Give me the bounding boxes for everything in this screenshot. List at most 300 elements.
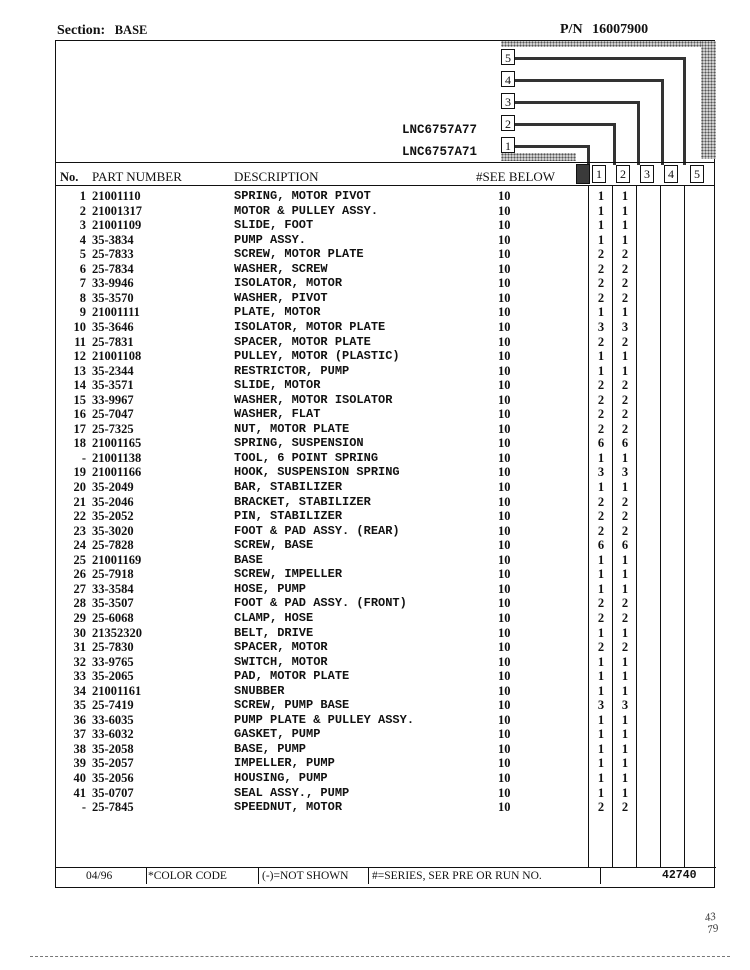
row-qty-col-1: 2 [597,494,605,509]
row-qty-col-1: 1 [597,771,605,785]
row-description: BAR, STABILIZER [234,480,343,494]
col-header-no: No. [60,170,79,184]
row-qty-col-1: 2 [597,392,605,407]
row-see-below: 10 [498,567,511,582]
row-qty-col-1: 2 [597,523,605,538]
row-part-number: 25-7845 [92,800,134,815]
row-see-below: 10 [498,305,511,320]
table-row [56,320,716,335]
row-part-number: 21001138 [92,450,142,465]
stair-line-3 [515,101,639,104]
row-qty-col-1: 1 [597,669,605,684]
row-qty-col-2: 2 [621,392,629,407]
row-qty-col-1: 1 [597,218,605,233]
row-qty-col-2: 1 [621,552,629,567]
table-row [56,567,716,582]
row-number: 23 [73,523,86,538]
row-number: 17 [73,421,86,436]
row-number: 39 [73,756,86,771]
row-qty-col-2: 2 [621,261,629,276]
table-row [56,771,716,786]
table-row [56,713,716,728]
row-see-below: 10 [498,669,511,684]
row-see-below: 10 [498,494,511,509]
row-qty-col-2: 2 [621,421,629,436]
row-see-below: 10 [498,785,511,800]
row-number: - [81,800,86,815]
table-row [56,422,716,437]
row-part-number: 21001165 [92,436,142,451]
footer-date: 04/96 [86,870,113,882]
row-number: 11 [74,334,86,349]
row-description: PULLEY, MOTOR (PLASTIC) [234,349,400,364]
table-row [56,247,716,262]
row-description: WASHER, FLAT [234,407,321,422]
row-part-number: 25-7918 [92,567,134,582]
col-header-part-number: PART NUMBER [92,169,182,184]
row-description: WASHER, PIVOT [234,290,328,305]
row-see-below: 10 [498,654,511,669]
row-qty-col-1: 1 [597,785,605,800]
row-see-below: 10 [498,290,511,305]
row-qty-col-2: 1 [621,756,629,771]
row-description: BASE [234,552,263,567]
row-qty-col-1: 2 [597,378,605,393]
row-number: 35 [73,698,86,713]
table-row [56,626,716,641]
footer-number: 42740 [662,869,697,882]
row-description: HOSE, PUMP [234,581,307,596]
row-qty-col-1: 2 [597,610,605,625]
row-number: 8 [79,290,86,305]
handwritten-note: 43 79 [703,910,720,937]
row-number: 24 [73,538,86,553]
row-description: SCREW, BASE [234,538,314,553]
row-part-number: 35-3507 [92,596,134,611]
table-row [56,756,716,771]
row-description: SPEEDNUT, MOTOR [234,800,343,815]
table-row [56,233,716,248]
row-part-number: 35-2065 [92,669,134,684]
table-row [56,524,716,539]
row-qty-col-2: 1 [621,189,629,203]
stair-drop-5 [683,57,686,165]
row-description: SCREW, MOTOR PLATE [234,247,364,262]
table-row [56,698,716,713]
row-description: SPRING, MOTOR PIVOT [234,189,371,203]
row-number: 27 [73,581,86,596]
table-row [56,727,716,742]
row-part-number: 21001108 [92,349,142,364]
row-number: 36 [73,712,86,727]
row-part-number: 35-0707 [92,785,134,800]
row-qty-col-2: 1 [621,567,629,582]
row-see-below: 10 [498,552,511,567]
row-qty-col-2: 1 [621,741,629,756]
row-qty-col-1: 1 [597,756,605,771]
row-part-number: 35-3834 [92,232,134,247]
row-qty-col-2: 6 [621,538,629,553]
table-row [56,480,716,495]
row-qty-col-1: 1 [597,203,605,218]
row-number: 14 [73,378,86,393]
row-qty-col-2: 1 [621,625,629,640]
row-part-number: 35-3646 [92,319,134,334]
col-box-2: 2 [616,165,630,183]
row-number: 41 [73,785,86,800]
table-row [56,218,716,233]
table-row [56,596,716,611]
row-part-number: 33-3584 [92,581,134,596]
row-description: BELT, DRIVE [234,625,314,640]
row-number: 12 [73,349,86,364]
stair-drop-2 [613,123,616,165]
table-row [56,276,716,291]
table-row [56,640,716,655]
row-number: 3 [79,218,86,233]
row-see-below: 10 [498,581,511,596]
row-number: 20 [73,480,86,494]
row-number: 16 [73,407,86,422]
row-qty-col-2: 1 [621,654,629,669]
row-qty-col-2: 1 [621,203,629,218]
row-qty-col-1: 2 [597,261,605,276]
row-see-below: 10 [498,640,511,655]
row-qty-col-1: 1 [597,480,605,494]
row-qty-col-1: 1 [597,363,605,378]
model-name-a71: LNC6757A71 [402,145,478,159]
table-row [56,393,716,408]
row-description: ISOLATOR, MOTOR PLATE [234,319,386,334]
row-description: GASKET, PUMP [234,727,321,742]
table-row [56,538,716,553]
row-part-number: 35-2046 [92,494,134,509]
row-qty-col-1: 1 [597,305,605,320]
row-part-number: 35-2052 [92,509,134,524]
row-qty-col-1: 1 [597,727,605,742]
stair-drop-3 [637,101,640,165]
row-qty-col-1: 2 [597,596,605,611]
row-part-number: 35-2058 [92,741,134,756]
row-part-number: 25-7834 [92,261,134,276]
row-qty-col-1: 1 [597,741,605,756]
row-see-below: 10 [498,771,511,785]
row-number: 9 [79,305,86,320]
pn-value: 16007900 [592,22,649,37]
row-part-number: 33-9765 [92,654,134,669]
row-description: NUT, MOTOR PLATE [234,421,350,436]
col-header-see-below: #SEE BELOW [476,169,556,184]
stair-line-4 [515,79,663,82]
row-number: 28 [73,596,86,611]
row-part-number: 35-2057 [92,756,134,771]
row-qty-col-2: 2 [621,610,629,625]
row-description: SLIDE, FOOT [234,218,314,233]
row-description: MOTOR & PULLEY ASSY. [234,203,379,218]
row-part-number: 35-2049 [92,480,134,494]
row-see-below: 10 [498,610,511,625]
col-box-dark [576,164,590,184]
row-see-below: 10 [498,218,511,233]
row-qty-col-2: 1 [621,305,629,320]
row-description: BRACKET, STABILIZER [234,494,371,509]
row-description: FOOT & PAD ASSY. (FRONT) [234,596,407,611]
row-qty-col-1: 1 [597,712,605,727]
row-qty-col-2: 1 [621,232,629,247]
footer-sep-1 [146,868,147,884]
row-part-number: 21001161 [92,683,142,698]
table-row [56,742,716,757]
scan-edge-line [30,956,730,957]
row-number: 25 [73,552,86,567]
row-see-below: 10 [498,436,511,451]
row-part-number: 33-6032 [92,727,134,742]
row-see-below: 10 [498,349,511,364]
row-description: SLIDE, MOTOR [234,378,321,393]
row-description: CLAMP, HOSE [234,610,314,625]
row-part-number: 33-6035 [92,712,134,727]
row-description: SCREW, PUMP BASE [234,698,350,713]
row-qty-col-1: 1 [597,625,605,640]
row-see-below: 10 [498,232,511,247]
col-box-5: 5 [690,165,704,183]
row-description: PAD, MOTOR PLATE [234,669,350,684]
table-row [56,451,716,466]
row-qty-col-1: 2 [597,800,605,815]
section-label: Section: [57,23,106,38]
row-part-number: 21001111 [92,305,140,320]
row-number: 1 [79,189,86,203]
row-part-number: 21001110 [92,189,141,203]
row-see-below: 10 [498,189,511,203]
row-see-below: 10 [498,319,511,334]
row-part-number: 35-2056 [92,771,134,785]
row-see-below: 10 [498,480,511,494]
row-part-number: 35-3570 [92,290,134,305]
table-row [56,669,716,684]
row-part-number: 21001166 [92,465,142,480]
row-number: - [81,450,86,465]
row-see-below: 10 [498,392,511,407]
row-number: 34 [73,683,86,698]
pn-label: P/N [560,22,583,37]
row-qty-col-2: 2 [621,407,629,422]
row-qty-col-1: 2 [597,334,605,349]
stair-line-2 [515,123,615,126]
row-number: 6 [79,261,86,276]
row-see-below: 10 [498,247,511,262]
row-see-below: 10 [498,203,511,218]
row-part-number: 21352320 [92,625,142,640]
row-qty-col-2: 1 [621,669,629,684]
row-see-below: 10 [498,407,511,422]
row-qty-col-2: 2 [621,596,629,611]
row-number: 2 [79,203,86,218]
footer-not-shown: (-)=NOT SHOWN [262,870,349,882]
row-qty-col-2: 1 [621,349,629,364]
row-description: SPACER, MOTOR PLATE [234,334,371,349]
row-see-below: 10 [498,625,511,640]
table-row [56,611,716,626]
row-see-below: 10 [498,523,511,538]
row-see-below: 10 [498,276,511,291]
row-part-number: 25-7830 [92,640,134,655]
row-number: 29 [73,610,86,625]
parts-sheet [55,40,715,888]
footer-sep-2 [258,868,259,884]
matrix-box-4: 4 [501,71,515,87]
table-row [56,509,716,524]
row-qty-col-2: 1 [621,712,629,727]
row-qty-col-2: 2 [621,800,629,815]
table-row [56,553,716,568]
table-row [56,684,716,699]
matrix-box-3: 3 [501,93,515,109]
table-row [56,349,716,364]
row-number: 40 [73,771,86,785]
footer-bar [56,867,716,884]
row-qty-col-1: 3 [597,698,605,713]
matrix-box-1: 1 [501,137,515,153]
row-number: 31 [73,640,86,655]
row-see-below: 10 [498,596,511,611]
row-number: 26 [73,567,86,582]
matrix-right-shade [701,41,716,159]
row-qty-col-1: 1 [597,552,605,567]
row-number: 38 [73,741,86,756]
row-see-below: 10 [498,683,511,698]
row-description: SWITCH, MOTOR [234,654,328,669]
stair-line-1 [515,145,589,148]
row-qty-col-2: 6 [621,436,629,451]
row-description: TOOL, 6 POINT SPRING [234,450,379,465]
row-qty-col-1: 2 [597,290,605,305]
row-description: SNUBBER [234,683,285,698]
part-number-header [560,22,648,38]
row-qty-col-1: 1 [597,450,605,465]
row-see-below: 10 [498,509,511,524]
row-number: 15 [73,392,86,407]
table-row [56,204,716,219]
row-number: 32 [73,654,86,669]
row-see-below: 10 [498,538,511,553]
row-qty-col-1: 1 [597,349,605,364]
table-row [56,378,716,393]
stair-drop-4 [661,79,664,165]
row-qty-col-1: 1 [597,654,605,669]
row-qty-col-2: 3 [621,319,629,334]
footer-sep-4 [600,868,601,884]
table-row [56,335,716,350]
row-see-below: 10 [498,363,511,378]
row-description: PUMP PLATE & PULLEY ASSY. [234,712,415,727]
table-row [56,189,716,204]
row-see-below: 10 [498,756,511,771]
row-qty-col-1: 1 [597,683,605,698]
row-part-number: 25-7419 [92,698,134,713]
row-qty-col-1: 2 [597,421,605,436]
row-description: SCREW, IMPELLER [234,567,343,582]
row-qty-col-2: 2 [621,509,629,524]
table-row [56,436,716,451]
row-part-number: 33-9967 [92,392,134,407]
table-row [56,262,716,277]
row-qty-col-2: 1 [621,727,629,742]
row-see-below: 10 [498,334,511,349]
row-description: RESTRICTOR, PUMP [234,363,350,378]
row-see-below: 10 [498,727,511,742]
row-description: WASHER, SCREW [234,261,328,276]
row-part-number: 25-7831 [92,334,134,349]
row-qty-col-2: 2 [621,247,629,262]
table-row [56,786,716,801]
table-row [56,655,716,670]
row-see-below: 10 [498,800,511,815]
row-description: BASE, PUMP [234,741,307,756]
row-qty-col-2: 2 [621,334,629,349]
table-row [56,305,716,320]
row-number: 13 [73,363,86,378]
matrix-top-shade [501,41,716,47]
row-see-below: 10 [498,450,511,465]
row-qty-col-1: 2 [597,407,605,422]
row-qty-col-2: 3 [621,465,629,480]
row-description: PUMP ASSY. [234,232,307,247]
row-description: SPACER, MOTOR [234,640,328,655]
row-number: 10 [73,319,86,334]
section-value: BASE [114,23,148,37]
row-qty-col-2: 1 [621,450,629,465]
row-description: FOOT & PAD ASSY. (REAR) [234,523,400,538]
matrix-bottom-shade [501,153,576,161]
footer-series: #=SERIES, SER PRE OR RUN NO. [372,870,542,882]
row-description: PIN, STABILIZER [234,509,343,524]
row-description: HOOK, SUSPENSION SPRING [234,465,400,480]
row-qty-col-2: 1 [621,363,629,378]
table-row [56,800,716,815]
row-number: 19 [73,465,86,480]
row-qty-col-2: 1 [621,480,629,494]
row-see-below: 10 [498,261,511,276]
row-see-below: 10 [498,712,511,727]
row-qty-col-1: 2 [597,247,605,262]
section-header [57,23,147,39]
col-box-1: 1 [592,165,606,183]
table-row [56,495,716,510]
row-part-number: 35-3020 [92,523,134,538]
row-number: 37 [73,727,86,742]
row-qty-col-2: 1 [621,771,629,785]
row-qty-col-2: 1 [621,581,629,596]
row-number: 7 [79,276,86,291]
col-box-4: 4 [664,165,678,183]
row-qty-col-1: 2 [597,640,605,655]
table-row [56,291,716,306]
row-qty-col-2: 2 [621,494,629,509]
row-see-below: 10 [498,741,511,756]
row-qty-col-2: 2 [621,640,629,655]
row-part-number: 33-9946 [92,276,134,291]
row-qty-col-1: 6 [597,436,605,451]
row-number: 22 [73,509,86,524]
row-part-number: 25-7828 [92,538,134,553]
row-qty-col-2: 2 [621,378,629,393]
row-number: 4 [79,232,86,247]
row-qty-col-2: 3 [621,698,629,713]
header-top-rule [56,162,714,163]
row-description: HOUSING, PUMP [234,771,328,785]
row-description: SEAL ASSY., PUMP [234,785,350,800]
